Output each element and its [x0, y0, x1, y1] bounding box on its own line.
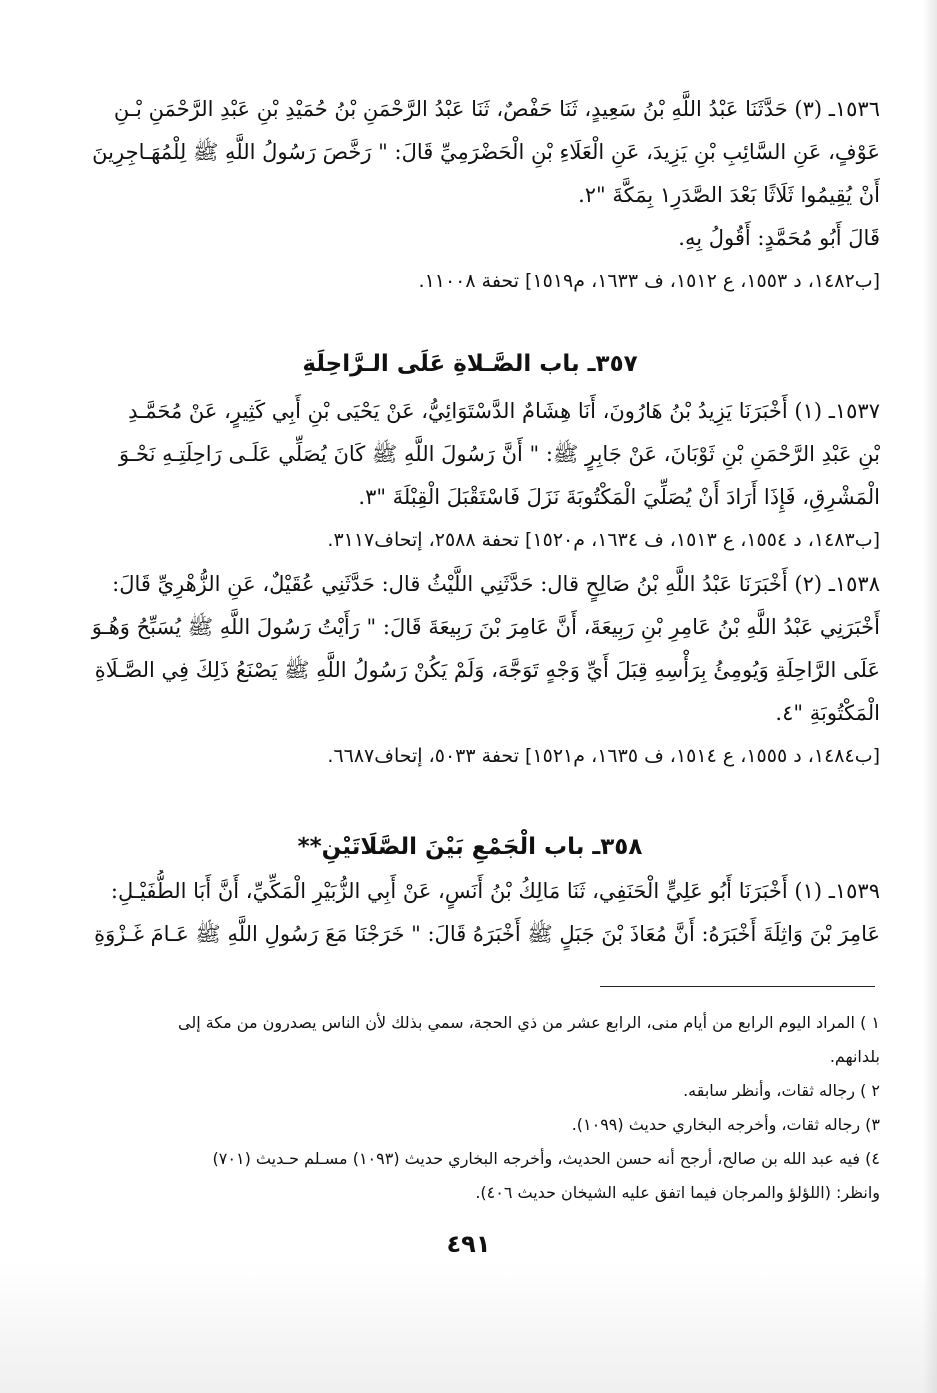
footnote-line: وانظر: (اللؤلؤ والمرجان فيما اتفق عليه الشيخان حديث ٤٠٦).	[475, 1183, 880, 1202]
reference-line: [ب١٤٨٢، د ١٥٥٣، ع ١٥١٢، ف ١٦٣٣، م١٥١٩] تحفة ١١٠٠٨.	[418, 270, 880, 292]
text-line: ١٥٣٩ـ (١) أَخْبَرَنَا أَبُو عَلِيٍّ الْحَنَفِي، ثَنَا مَالِكُ بْنُ أَنَسٍ، عَنْ أَبِي الزُّبَيْرِ الْمَكِّيِّ، أَنَّ أَبَا الطُّفَيْـلِ:	[110, 879, 880, 903]
reference-line: [ب١٤٨٤، د ١٥٥٥، ع ١٥١٤، ف ١٦٣٥، م١٥٢١] تحفة ٥٠٣٣، إتحاف٦٦٨٧.	[327, 745, 880, 767]
chapter-heading-358: ٣٥٨ـ باب الْجَمْعِ بَيْنَ الصَّلَاتَيْنِ**	[297, 834, 643, 860]
text-line: ١٥٣٧ـ (١) أَخْبَرَنَا يَزِيدُ بْنُ هَارُونَ، أَنَا هِشَامٌ الدَّسْتَوَائِيُّ، عَنْ يَحْيَى بْنِ أَبِي كَثِيرٍ، عَنْ مُحَمَّـدِ	[128, 399, 880, 423]
text-line: بْنِ عَبْدِ الرَّحْمَنِ بْنِ ثَوْبَانَ، عَنْ جَابِرٍ ﷺ: " أَنَّ رَسُولَ اللَّهِ ﷺ كَانَ يُصَلِّي عَلَـى رَاحِلَتِـهِ نَحْـوَ	[119, 442, 880, 466]
scan-bottom-shading	[0, 1263, 937, 1393]
chapter-heading-357: ٣٥٧ـ باب الصَّـلاةِ عَلَى الـرَّاحِلَةِ	[302, 351, 638, 377]
text-line: أَنْ يُقِيمُوا ثَلَاثًا بَعْدَ الصَّدَرِ١ بِمَكَّةَ "٢.	[578, 183, 880, 207]
hadith-1536	[60, 88, 880, 303]
footnote-line: ١ ) المراد اليوم الرابع من أيام منى، الرابع عشر من ذي الحجة، سمي بذلك لأن الناس يصدرون من مكة إلى	[177, 1013, 880, 1032]
hadith-1538	[60, 563, 880, 778]
text-line: عَوْفٍ، عَنِ السَّائِبِ بْنِ يَزِيدَ، عَنِ الْعَلَاءِ بْنِ الْحَضْرَمِيِّ قَالَ: " رَخَّصَ رَسُولُ اللَّهِ ﷺ لِلْمُهَـاجِرِينَ	[92, 140, 880, 164]
text-line: الْمَكْتُوبَةِ "٤.	[775, 701, 880, 725]
footnote-line: بلدانهم.	[829, 1047, 880, 1066]
footnote-line: ٣) رجاله ثقات، وأخرجه البخاري حديث (١٠٩٩).	[571, 1115, 880, 1134]
footnotes	[60, 1006, 880, 1210]
reference-line: [ب١٤٨٣، د ١٥٥٤، ع ١٥١٣، ف ١٦٣٤، م١٥٢٠] تحفة ٢٥٨٨، إتحاف٣١١٧.	[327, 529, 880, 551]
text-line: قَالَ أَبُو مُحَمَّدٍ: أَقُولُ بِهِ.	[678, 226, 880, 250]
text-line: الْمَشْرِقِ، فَإِذَا أَرَادَ أَنْ يُصَلِّيَ الْمَكْتُوبَةَ نَزَلَ فَاسْتَقْبَلَ الْقِبْلَةَ "٣.	[358, 485, 880, 509]
text-line: أَخْبَرَنِي عَبْدُ اللَّهِ بْنُ عَامِرِ بْنِ رَبِيعَةَ، أَنَّ عَامِرَ بْنَ رَبِيعَةَ قَالَ: " رَأَيْتُ رَسُولَ اللَّهِ ﷺ يُسَبِّحُ وَهُـوَ	[91, 615, 880, 639]
page-number: ٤٩١	[446, 1230, 491, 1258]
footnote-separator	[600, 986, 875, 987]
text-line: عَلَى الرَّاحِلَةِ وَيُومِئُ بِرَأْسِهِ قِبَلَ أَيِّ وَجْهٍ تَوَجَّهَ، وَلَمْ يَكُنْ رَسُولُ اللَّهِ ﷺ يَصْنَعُ ذَلِكَ فِي الصَّـلَاةِ	[94, 658, 880, 682]
text-line: ١٥٣٦ـ (٣) حَدَّثَنَا عَبْدُ اللَّهِ بْنُ سَعِيدٍ، ثَنَا حَفْصٌ، ثَنَا عَبْدُ الرَّحْمَنِ بْنُ حُمَيْدِ بْنِ عَبْدِ الرَّحْمَنِ بْـنِ	[113, 97, 880, 121]
text-line: عَامِرَ بْنَ وَاثِلَةَ أَخْبَرَهُ: أَنَّ مُعَاذَ بْنَ جَبَلٍ ﷺ أَخْبَرَهُ قَالَ: " خَرَجْنَا مَعَ رَسُولِ اللَّهِ ﷺ عَـامَ غَـزْوَةِ	[94, 922, 880, 946]
footnote-line: ٤) فيه عبد الله بن صالح، أرجح أنه حسن الحديث، وأخرجه البخاري حديث (١٠٩٣) مسـلم حـديث (٧٠١)	[212, 1149, 880, 1168]
text-line: ١٥٣٨ـ (٢) أَخْبَرَنَا عَبْدُ اللَّهِ بْنُ صَالِحٍ قال: حَدَّثَنِي اللَّيْثُ قال: حَدَّثَنِي عُقَيْلٌ، عَنِ الزُّهْرِيِّ قَالَ:	[112, 572, 880, 596]
hadith-1537	[60, 390, 880, 562]
page-edge-shadow	[923, 0, 937, 1393]
hadith-1539	[60, 870, 880, 956]
footnote-line: ٢ ) رجاله ثقات، وأنظر سابقه.	[683, 1081, 880, 1100]
